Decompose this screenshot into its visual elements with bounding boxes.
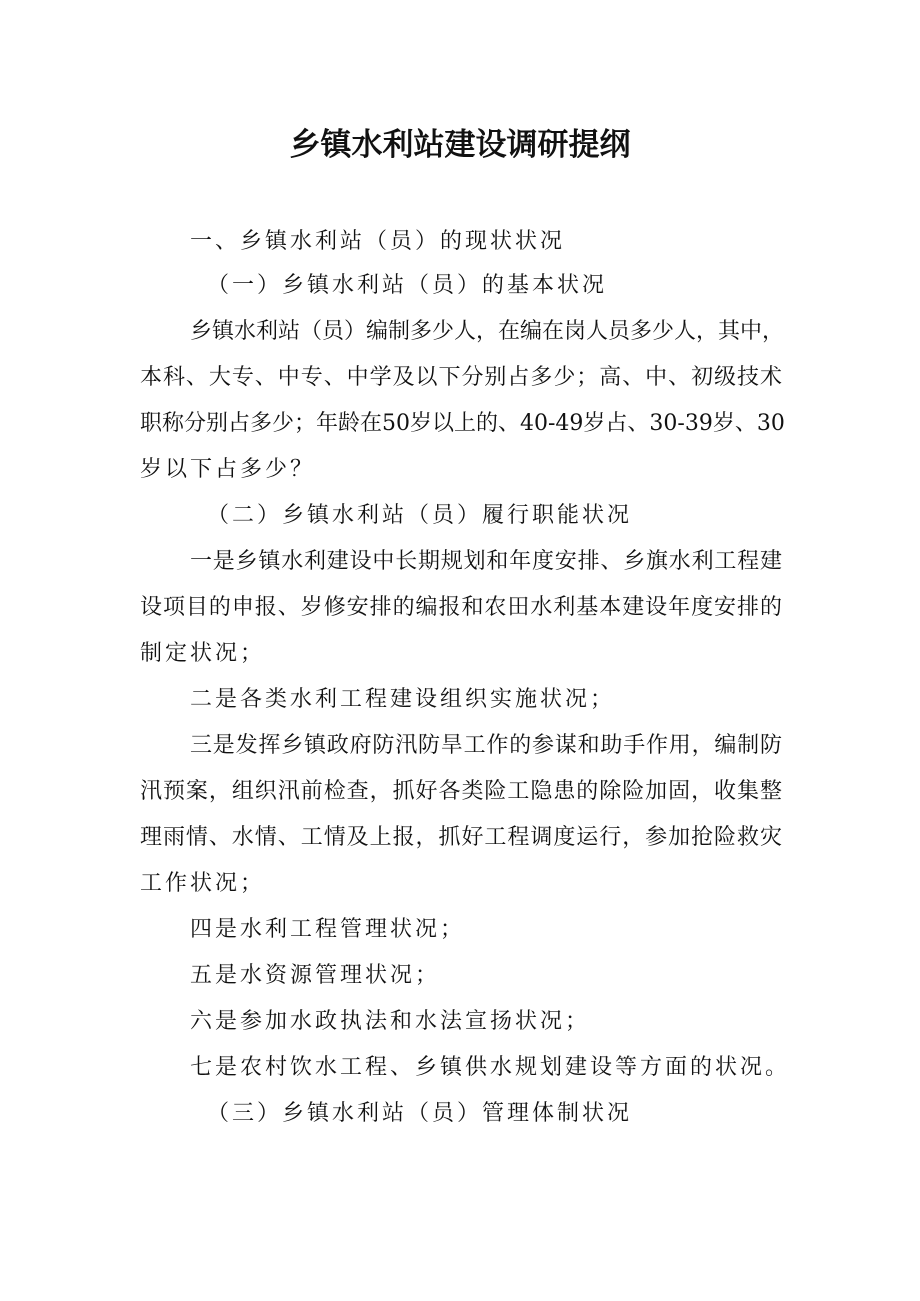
paragraph-line: 本科、大专、中专、中学及以下分别占多少；高、中、初级技术 — [140, 365, 782, 390]
paragraph-line: 三是发挥乡镇政府防汛防旱工作的参谋和助手作用，编制防 — [190, 733, 782, 758]
subsection-heading-3: （三）乡镇水利站（员）管理体制状况 — [207, 1101, 633, 1126]
section-heading-1: 一、乡镇水利站（员）的现状状况 — [190, 229, 566, 254]
paragraph-line: 乡镇水利站（员）编制多少人，在编在岗人员多少人，其中， — [190, 319, 785, 344]
subsection-heading-1: （一）乡镇水利站（员）的基本状况 — [207, 273, 608, 298]
subsection-heading-2: （二）乡镇水利站（员）履行职能状况 — [207, 503, 633, 528]
paragraph-line: 岁以下占多少？ — [140, 457, 316, 482]
paragraph-line: 制定状况； — [140, 641, 266, 666]
paragraph-line: 七是农村饮水工程、乡镇供水规划建设等方面的状况。 — [190, 1055, 791, 1080]
paragraph-line: 二是各类水利工程建设组织实施状况； — [190, 687, 616, 712]
paragraph-line: 六是参加水政执法和水法宣扬状况； — [190, 1009, 591, 1034]
paragraph-line: 汛预案，组织汛前检查，抓好各类险工隐患的除险加固，收集整 — [140, 779, 782, 804]
paragraph-line: 四是水利工程管理状况； — [190, 917, 466, 942]
paragraph-line: 理雨情、水情、工情及上报，抓好工程调度运行，参加抢险救灾 — [140, 825, 782, 850]
document-title: 乡镇水利站建设调研提纲 — [289, 127, 631, 163]
paragraph-line: 职称分别占多少；年龄在50岁以上的、40-49岁占、30-39岁、30 — [140, 411, 785, 436]
paragraph-line: 设项目的申报、岁修安排的编报和农田水利基本建设年度安排的 — [140, 595, 782, 620]
paragraph-line: 一是乡镇水利建设中长期规划和年度安排、乡旗水利工程建 — [190, 549, 782, 574]
paragraph-line: 工作状况； — [140, 871, 266, 896]
paragraph-line: 五是水资源管理状况； — [190, 963, 441, 988]
